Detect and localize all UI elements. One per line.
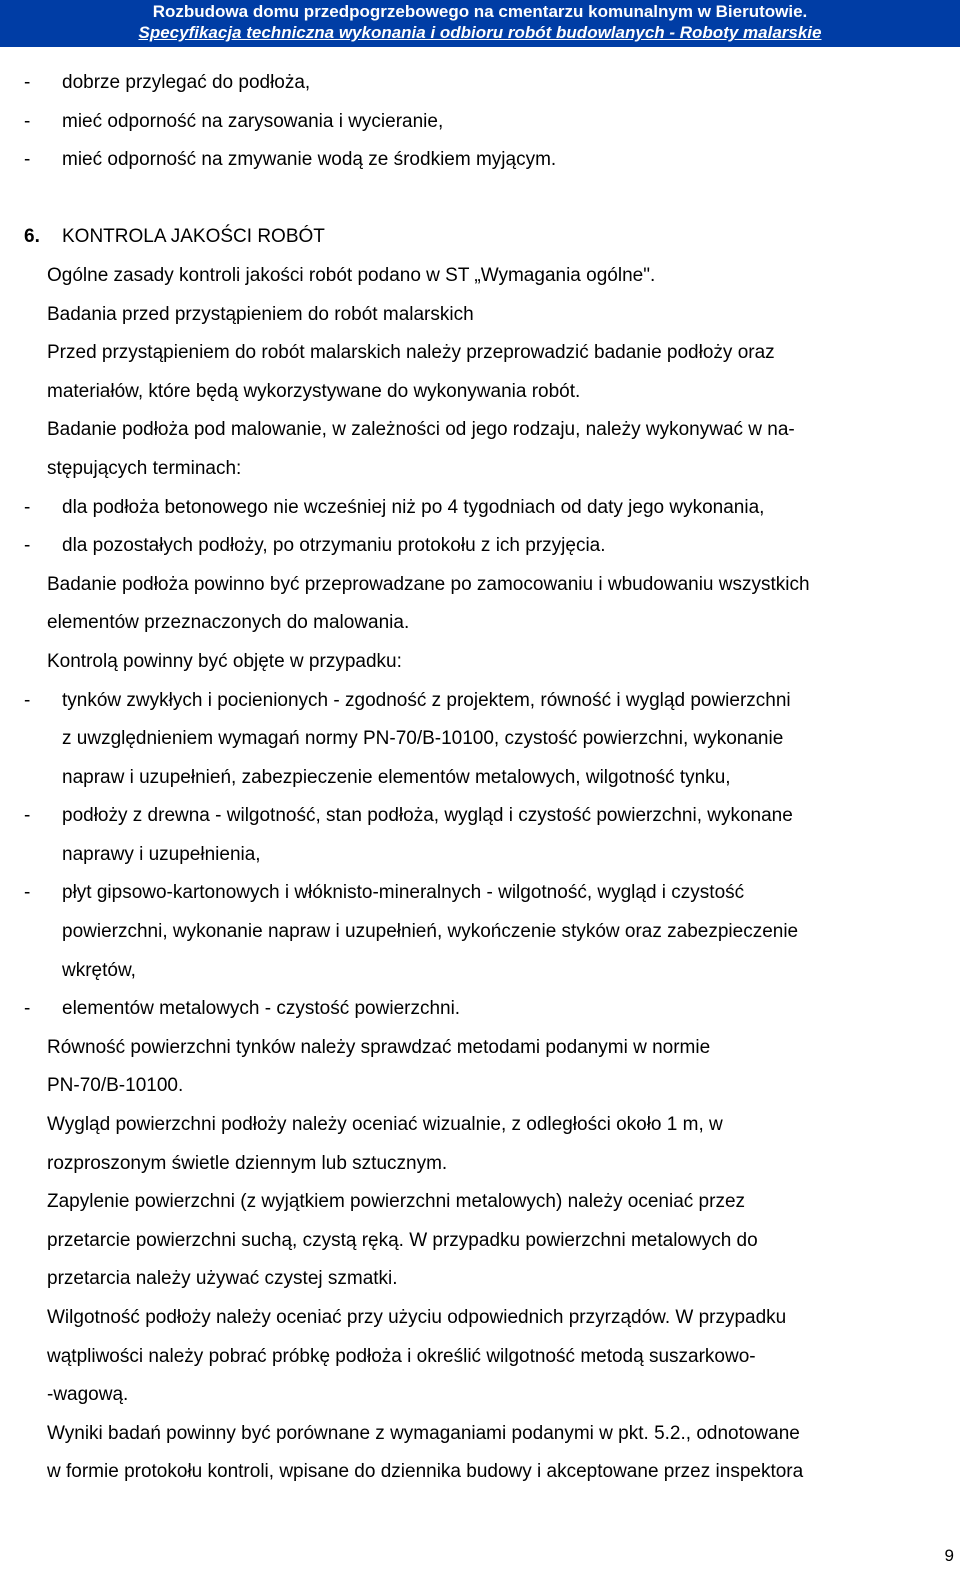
list-item-text: mieć odporność na zmywanie wodą ze środkiem myjącym. <box>62 149 557 171</box>
list-dash: - <box>24 110 31 132</box>
list-item-continuation: z uwzględnieniem wymagań normy PN-70/B-10100, czystość powierzchni, wykonanie <box>62 728 784 750</box>
section-intro: Ogólne zasady kontroli jakości robót podano w ST „Wymagania ogólne". <box>47 264 656 286</box>
paragraph-line: elementów przeznaczonych do malowania. <box>47 612 410 634</box>
list-item-text: podłoży z drewna - wilgotność, stan podłoża, wygląd i czystość powierzchni, wykonane <box>62 805 793 827</box>
paragraph-line: Wyniki badań powinny być porównane z wymaganiami podanymi w pkt. 5.2., odnotowane <box>47 1422 800 1444</box>
list-item-text: tynków zwykłych i pocienionych - zgodność z projektem, równość i wygląd powierzchni <box>62 689 791 711</box>
list-item <box>0 527 960 566</box>
list-item-text: mieć odporność na zarysowania i wycieranie, <box>62 110 444 132</box>
paragraph-line: przetarcie powierzchni suchą, czystą ręką. W przypadku powierzchni metalowych do <box>47 1229 758 1251</box>
list-item-continuation: napraw i uzupełnień, zabezpieczenie elementów metalowych, wilgotność tynku, <box>62 766 731 788</box>
list-item <box>0 797 960 836</box>
list-item-continuation: powierzchni, wykonanie napraw i uzupełnień, wykończenie styków oraz zabezpieczenie <box>62 921 799 943</box>
paragraph-line: wątpliwości należy pobrać próbkę podłoża i określić wilgotność metodą suszarkowo- <box>47 1345 756 1367</box>
page-number: 9 <box>944 1546 954 1565</box>
document-header <box>0 0 960 47</box>
paragraph-line: Badanie podłoża pod malowanie, w zależności od jego rodzaju, należy wykonywać w na- <box>47 419 795 441</box>
paragraph-line: w formie protokołu kontroli, wpisane do dziennika budowy i akceptowane przez inspektora <box>47 1461 804 1483</box>
section-title: KONTROLA JAKOŚCI ROBÓT <box>62 226 325 248</box>
section-number: 6. <box>24 226 40 248</box>
list-item-continuation: wkrętów, <box>62 959 136 981</box>
list-dash: - <box>24 535 31 557</box>
list-item-text: płyt gipsowo-kartonowych i włóknisto-mineralnych - wilgotność, wygląd i czystość <box>62 882 745 904</box>
list-item-text: dobrze przylegać do podłoża, <box>62 72 311 93</box>
paragraph-line: Przed przystąpieniem do robót malarskich należy przeprowadzić badanie podłoży oraz <box>47 342 775 364</box>
paragraph-line: Kontrolą powinny być objęte w przypadku: <box>47 650 402 672</box>
paragraph-line: rozproszonym świetle dziennym lub sztucznym. <box>47 1152 448 1174</box>
list-item-text: dla podłoża betonowego nie wcześniej niż po 4 tygodniach od daty jego wykonania, <box>62 496 765 518</box>
list-item-text: dla pozostałych podłoży, po otrzymaniu protokołu z ich przyjęcia. <box>62 535 606 557</box>
list-dash: - <box>24 149 31 171</box>
section-heading <box>0 218 960 257</box>
list-dash: - <box>24 805 31 827</box>
paragraph-line: Wilgotność podłoży należy oceniać przy użyciu odpowiednich przyrządów. W przypadku <box>47 1307 787 1328</box>
document-body <box>0 64 960 1492</box>
paragraph-line: materiałów, które będą wykorzystywane do wykonywania robót. <box>47 380 581 402</box>
list-dash: - <box>24 496 31 518</box>
paragraph-line: stępujących terminach: <box>47 457 242 479</box>
paragraph-line: przetarcia należy używać czystej szmatki. <box>47 1268 398 1290</box>
list-dash: - <box>24 882 31 904</box>
list-item <box>0 682 960 721</box>
list-item-continuation: naprawy i uzupełnienia, <box>62 843 261 865</box>
list-item-text: elementów metalowych - czystość powierzchni. <box>62 998 461 1020</box>
list-item <box>0 64 960 103</box>
list-item <box>0 874 960 913</box>
spacer <box>0 180 960 219</box>
list-item <box>0 141 960 180</box>
list-dash: - <box>24 72 31 93</box>
list-item <box>0 990 960 1029</box>
sub-heading: Badania przed przystąpieniem do robót malarskich <box>47 303 474 325</box>
list-dash: - <box>24 998 31 1020</box>
paragraph-line: Badanie podłoża powinno być przeprowadzane po zamocowaniu i wbudowaniu wszystkich <box>47 573 810 595</box>
paragraph-line: -wagową. <box>47 1384 129 1406</box>
paragraph-line: Wygląd powierzchni podłoży należy oceniać wizualnie, z odległości około 1 m, w <box>47 1114 723 1136</box>
header-subtitle: Specyfikacja techniczna wykonania i odbioru robót budowlanych - Roboty malarskie <box>138 23 822 42</box>
paragraph-line: Zapylenie powierzchni (z wyjątkiem powierzchni metalowych) należy oceniać przez <box>47 1191 746 1213</box>
header-title: Rozbudowa domu przedpogrzebowego na cmentarzu komunalnym w Bierutowie. <box>152 2 808 21</box>
list-item <box>0 103 960 142</box>
paragraph-line: PN-70/B-10100. <box>47 1075 184 1097</box>
list-item <box>0 489 960 528</box>
list-dash: - <box>24 689 31 711</box>
paragraph-line: Równość powierzchni tynków należy sprawdzać metodami podanymi w normie <box>47 1036 711 1058</box>
